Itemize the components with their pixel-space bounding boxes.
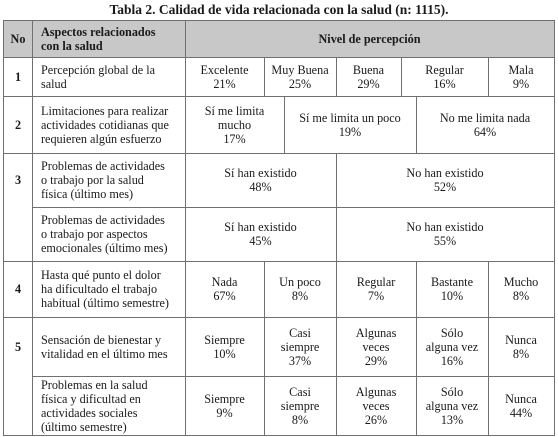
cell-line: Nunca bbox=[505, 332, 537, 347]
row-number bbox=[4, 376, 32, 435]
row-number: 2 bbox=[14, 117, 22, 132]
cell-line: 25% bbox=[288, 76, 312, 91]
cell-line: 13% bbox=[440, 412, 464, 427]
cell-line: habitual (último semestre) bbox=[41, 296, 169, 310]
cell-line: Hasta qué punto el dolor bbox=[41, 268, 161, 282]
perception-cell bbox=[264, 261, 336, 317]
cell-line: Problemas de actividades bbox=[41, 159, 165, 173]
cell-line: 7% bbox=[367, 289, 385, 303]
row-aspect-label bbox=[32, 207, 185, 261]
perception-cell bbox=[264, 317, 336, 376]
cell-line: veces bbox=[362, 398, 390, 413]
cell-line: mucho bbox=[217, 117, 252, 132]
cell-line: 16% bbox=[433, 76, 456, 91]
cell-line: física (último mes) bbox=[41, 187, 134, 201]
cell-line: salud bbox=[41, 76, 67, 91]
perception-cell bbox=[185, 207, 336, 261]
perception-cell bbox=[336, 376, 416, 435]
perception-cell bbox=[336, 207, 554, 261]
cell-line: Mucho bbox=[503, 275, 539, 289]
cell-line: vitalidad en el último mes bbox=[41, 346, 168, 361]
cell-line: Sí me limita un poco bbox=[299, 110, 401, 125]
cell-line: 64% bbox=[473, 124, 497, 139]
cell-line: Sólo bbox=[440, 325, 464, 340]
cell-line: alguna vez bbox=[425, 398, 479, 413]
cell-line: actividades cotidianas que bbox=[41, 117, 169, 132]
cell-line: Mala bbox=[508, 62, 534, 77]
perception-cell bbox=[336, 317, 416, 376]
cell-line: 8% bbox=[291, 412, 309, 427]
row-number bbox=[4, 207, 32, 261]
perception-cell bbox=[416, 376, 488, 435]
perception-cell bbox=[488, 261, 554, 317]
perception-cell bbox=[416, 317, 488, 376]
cell-line: Aspectos relacionados bbox=[41, 25, 156, 39]
cell-line: Muy Buena bbox=[271, 62, 329, 77]
cell-line: con la salud bbox=[41, 39, 103, 53]
cell-line: 10% bbox=[213, 346, 236, 361]
cell-line: 44% bbox=[509, 405, 533, 420]
cell-line: 10% bbox=[440, 289, 464, 303]
cell-line: Buena bbox=[352, 62, 385, 77]
cell-line: siempre bbox=[280, 398, 320, 413]
cell-line: 21% bbox=[213, 76, 236, 91]
perception-cell bbox=[336, 153, 554, 207]
cell-line: 9% bbox=[512, 76, 530, 91]
cell-line: Algunas bbox=[355, 325, 397, 340]
cell-line: Sí han existido bbox=[224, 220, 297, 234]
cell-line: (último semestre) bbox=[41, 419, 127, 434]
cell-line: veces bbox=[362, 339, 390, 354]
cell-line: 55% bbox=[433, 234, 457, 248]
cell-line: alguna vez bbox=[425, 339, 479, 354]
cell-line: Regular bbox=[425, 62, 464, 77]
cell-line: 17% bbox=[223, 131, 246, 146]
cell-line: 45% bbox=[249, 234, 272, 248]
header-aspect bbox=[32, 21, 185, 57]
perception-cell bbox=[185, 96, 284, 153]
perception-cell bbox=[185, 153, 336, 207]
cell-line: 9% bbox=[216, 405, 233, 420]
cell-line: Excelente bbox=[200, 62, 249, 77]
cell-line: Algunas bbox=[355, 384, 397, 399]
perception-cell bbox=[416, 96, 554, 153]
row-number: 1 bbox=[14, 69, 22, 84]
row-number: 4 bbox=[14, 282, 22, 296]
cell-line: 8% bbox=[512, 289, 530, 303]
cell-line: No me limita nada bbox=[439, 110, 531, 125]
cell-line: No han existido bbox=[406, 220, 484, 234]
perception-cell bbox=[416, 261, 488, 317]
cell-line: No han existido bbox=[406, 166, 484, 180]
header-no: No bbox=[10, 32, 26, 46]
row-aspect-label bbox=[32, 317, 185, 376]
table-title: Tabla 2. Calidad de vida relacionada con la salud (n: 1115). bbox=[109, 2, 449, 17]
cell-line: Sí han existido bbox=[224, 166, 297, 180]
cell-line: 8% bbox=[512, 346, 530, 361]
cell-line: 19% bbox=[338, 124, 362, 139]
cell-line: emocionales (último mes) bbox=[41, 241, 168, 255]
cell-line: Sólo bbox=[440, 384, 464, 399]
cell-line: Nunca bbox=[505, 391, 537, 406]
perception-cell bbox=[185, 57, 264, 96]
cell-line: o trabajo por la salud bbox=[41, 173, 144, 187]
cell-line: Un poco bbox=[279, 275, 321, 289]
perception-cell bbox=[488, 376, 554, 435]
cell-line: 52% bbox=[433, 180, 457, 194]
cell-line: 16% bbox=[440, 353, 464, 368]
header-level: Nivel de percepción bbox=[318, 32, 421, 46]
row-number: 3 bbox=[14, 173, 22, 187]
cell-line: siempre bbox=[280, 339, 320, 354]
row-aspect-label bbox=[32, 96, 185, 153]
perception-cell bbox=[401, 57, 488, 96]
perception-cell bbox=[284, 96, 416, 153]
row-aspect-label bbox=[32, 153, 185, 207]
cell-line: o trabajo por aspectos bbox=[41, 227, 148, 241]
cell-line: Casi bbox=[289, 325, 311, 340]
cell-line: actividades sociales bbox=[41, 405, 138, 420]
cell-line: ha dificultado el trabajo bbox=[41, 282, 158, 296]
cell-line: Sensación de bienestar y bbox=[41, 332, 162, 347]
cell-line: Problemas de actividades bbox=[41, 213, 165, 227]
cell-line: Limitaciones para realizar bbox=[41, 103, 169, 118]
row-aspect-label bbox=[32, 376, 185, 435]
cell-line: Percepción global de la bbox=[41, 62, 156, 77]
cell-line: Regular bbox=[356, 275, 396, 289]
cell-line: 29% bbox=[357, 76, 380, 91]
cell-line: 26% bbox=[364, 412, 388, 427]
row-aspect-label bbox=[32, 57, 185, 96]
cell-line: física y dificultad en bbox=[41, 391, 141, 406]
perception-cell bbox=[264, 376, 336, 435]
perception-cell bbox=[336, 261, 416, 317]
perception-cell bbox=[488, 317, 554, 376]
cell-line: Siempre bbox=[204, 391, 245, 406]
row-aspect-label bbox=[32, 261, 185, 317]
perception-cell bbox=[185, 261, 264, 317]
cell-line: Siempre bbox=[204, 332, 245, 347]
perception-cell bbox=[185, 317, 264, 376]
cell-line: 8% bbox=[291, 289, 309, 303]
cell-line: Nada bbox=[211, 275, 238, 289]
perception-table bbox=[3, 20, 555, 436]
perception-cell bbox=[336, 57, 401, 96]
cell-line: 67% bbox=[213, 289, 236, 303]
cell-line: requieren algún esfuerzo bbox=[41, 131, 162, 146]
perception-cell bbox=[488, 57, 554, 96]
perception-cell bbox=[185, 376, 264, 435]
cell-line: Problemas en la salud bbox=[41, 377, 148, 392]
cell-line: Casi bbox=[289, 384, 311, 399]
perception-cell bbox=[264, 57, 336, 96]
cell-line: 48% bbox=[249, 180, 272, 194]
cell-line: Bastante bbox=[431, 275, 473, 289]
cell-line: 37% bbox=[288, 353, 312, 368]
cell-line: Sí me limita bbox=[204, 103, 265, 118]
row-number: 5 bbox=[14, 339, 22, 354]
cell-line: 29% bbox=[364, 353, 388, 368]
